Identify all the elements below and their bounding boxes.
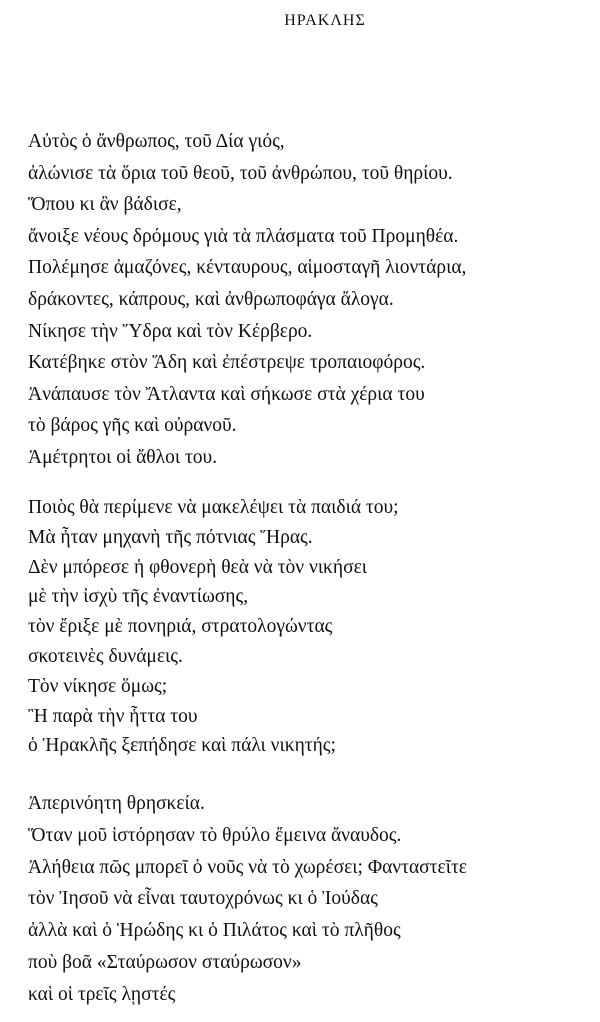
- poem-line: Ἢ παρὰ τὴν ἧττα του: [28, 705, 198, 727]
- poem-line: Ἀνάπαυσε τὸν Ἄτλαντα καὶ σήκωσε στὰ χέρια του: [28, 383, 425, 405]
- poem-line: τὸν Ἰησοῦ νὰ εἶναι ταυτοχρόνως κι ὁ Ἰούδας: [28, 888, 378, 910]
- poem-line: Ἀπερινόητη θρησκεία.: [28, 793, 205, 814]
- poem-line: μὲ τὴν ἰσχὺ τῆς ἐναντίωσης,: [28, 586, 249, 608]
- poem-line: Ποιὸς θὰ περίμενε νὰ μακελέψει τὰ παιδιά του;: [28, 497, 399, 518]
- poem-line: Ἀμέτρητοι οἱ ἄθλοι του.: [28, 446, 218, 468]
- poem-line: Ὅπου κι ἂν βάδισε,: [28, 194, 182, 216]
- poem-line: δράκοντες, κάπρους, καὶ ἀνθρωποφάγα ἄλογα.: [28, 288, 394, 310]
- poem-line: Νίκησε τὴν Ὕδρα καὶ τὸν Κέρβερο.: [28, 320, 313, 342]
- poem-line: ἀλώνισε τὰ ὅρια τοῦ θεοῦ, τοῦ ἀνθρώπου, τοῦ θηρίου.: [28, 162, 453, 184]
- poem-line: Δὲν μπόρεσε ἡ φθονερὴ θεὰ νὰ τὸν νικήσει: [28, 556, 368, 578]
- poem-line: τὸ βάρος γῆς καὶ οὐρανοῦ.: [28, 415, 237, 437]
- stanza-3: [28, 788, 467, 1011]
- poem-line: Αὐτὸς ὁ ἄνθρωπος, τοῦ Δία γιός,: [28, 131, 285, 152]
- poem-line: Ἀλήθεια πῶς μπορεῖ ὁ νοῦς νὰ τὸ χωρέσει; Φανταστεῖτε: [28, 856, 467, 878]
- poem-line: ὁ Ἡρακλῆς ξεπήδησε καὶ πάλι νικητής;: [28, 735, 336, 757]
- poem-line: ἄνοιξε νέους δρόμους γιὰ τὰ πλάσματα τοῦ Προμηθέα.: [28, 225, 459, 247]
- stanza-2: [28, 493, 399, 761]
- poem-title: ΗΡΑΚΛΗΣ: [284, 12, 366, 29]
- poem-line: Κατέβηκε στὸν Ἅδη καὶ ἐπέστρεψε τροπαιοφόρος.: [28, 352, 426, 374]
- poem-line: Μὰ ἦταν μηχανὴ τῆς πότνιας Ἥρας.: [28, 526, 313, 548]
- poem-line: Τὸν νίκησε ὅμως;: [28, 675, 168, 697]
- poem-line: σκοτεινὲς δυνάμεις.: [28, 645, 183, 667]
- poem-line: τὸν ἔριξε μὲ πονηριά, στρατολογώντας: [28, 616, 333, 638]
- poem-line: καὶ οἱ τρεῖς λῃστές: [28, 983, 176, 1005]
- poem-line: ποὺ βοᾶ «Σταύρωσον σταύρωσον»: [28, 951, 302, 973]
- poem-line: Πολέμησε ἀμαζόνες, κένταυρους, αἱμοσταγῆ λιοντάρια,: [28, 257, 467, 279]
- poem-line: Ὅταν μοῦ ἱστόρησαν τὸ θρύλο ἔμεινα ἄναυδος.: [28, 824, 402, 846]
- poem-line: ἀλλὰ καὶ ὁ Ἡρώδης κι ὁ Πιλάτος καὶ τὸ πλῆθος: [28, 920, 401, 942]
- stanza-1: [28, 126, 466, 474]
